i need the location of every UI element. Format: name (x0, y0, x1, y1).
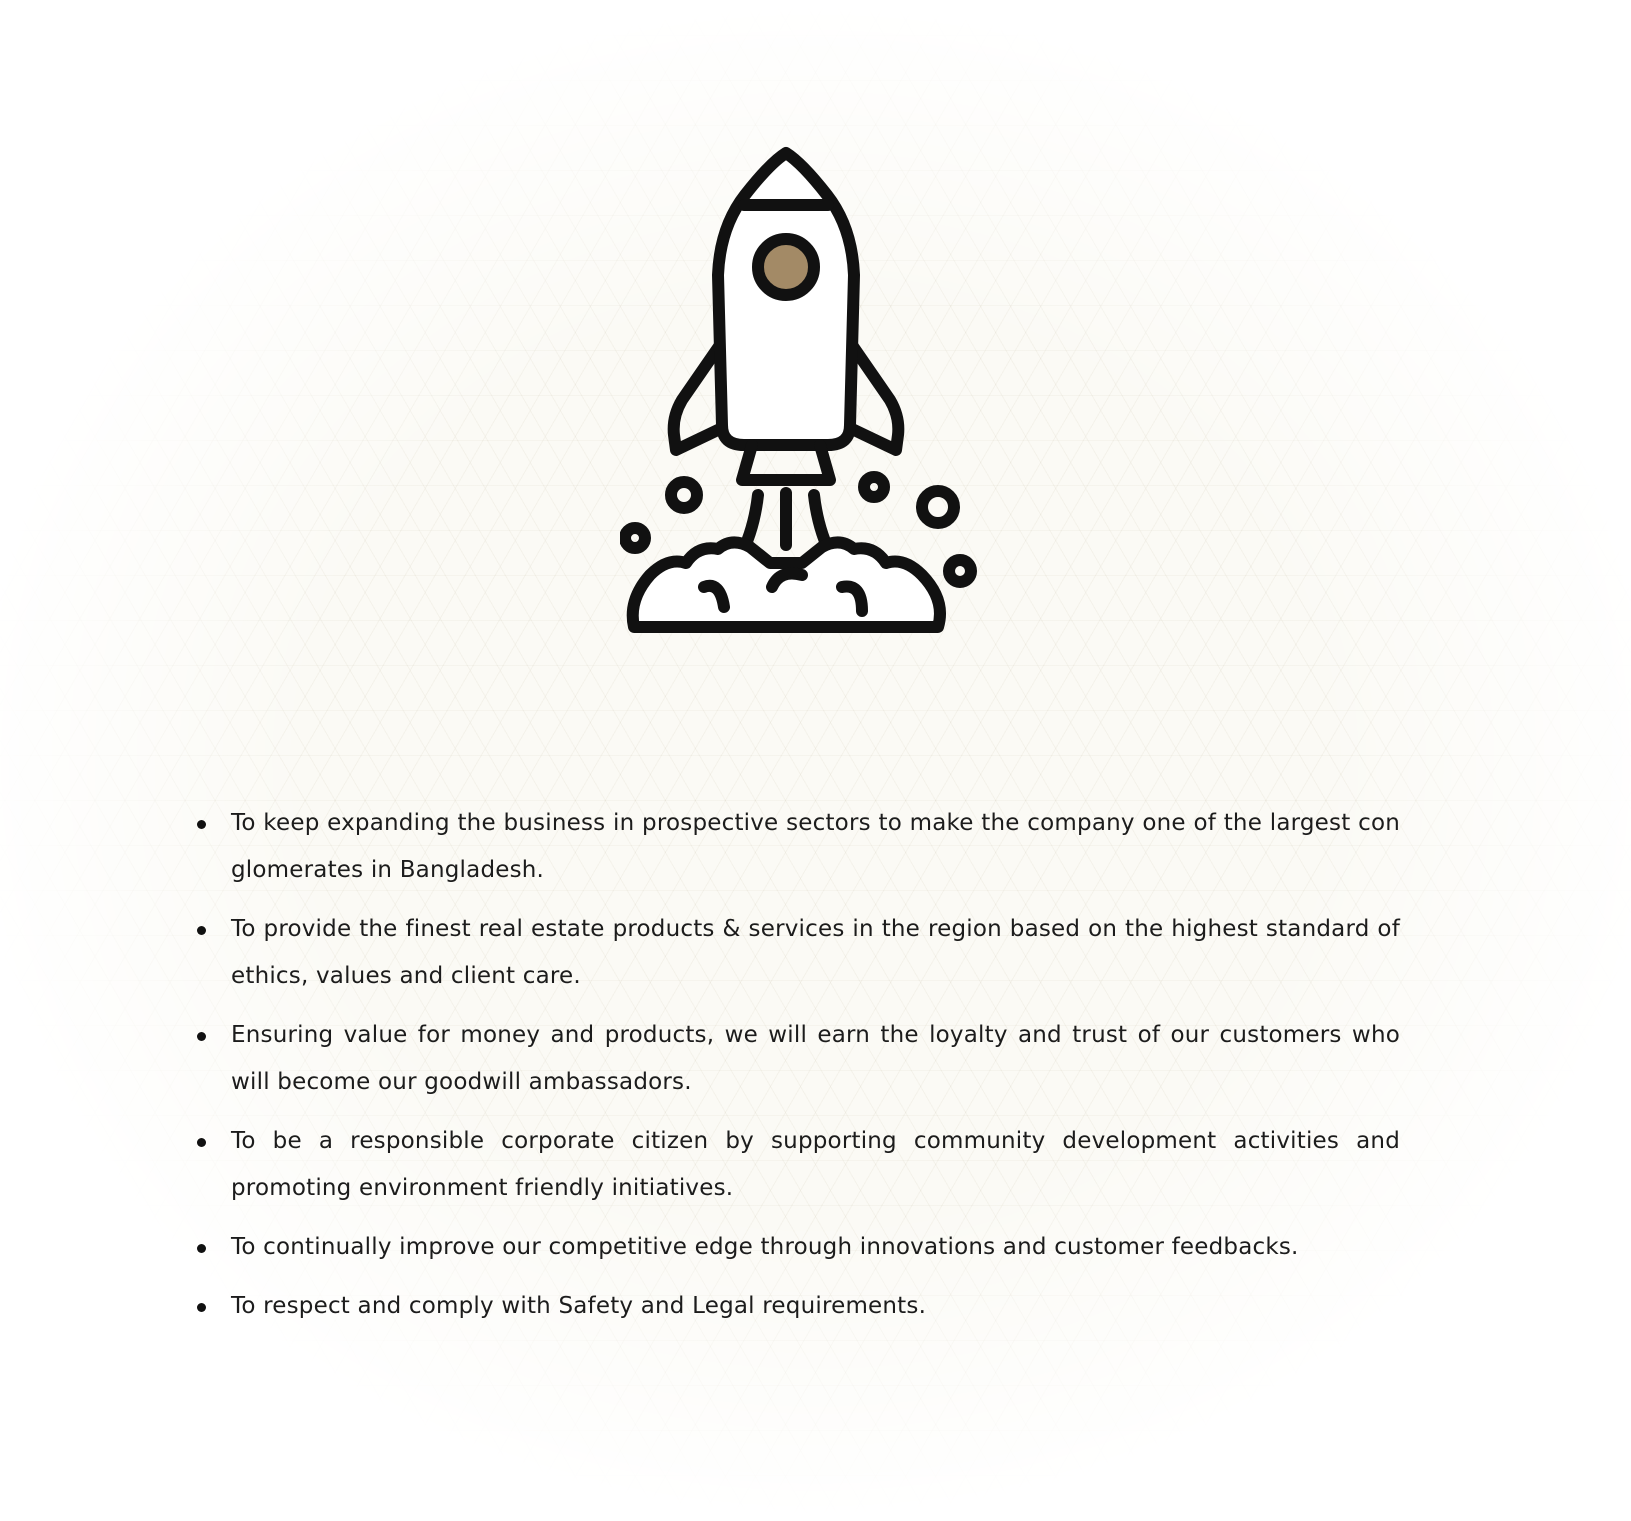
goal-text: To provide the finest real estate products & services in the region based on the highest standard of ethics, values and client care. (231, 916, 1400, 989)
smoke-cloud (633, 542, 940, 627)
goal-text: To keep expanding the business in prospective sectors to make the company one of the largest con glomerates in Bangladesh. (231, 810, 1400, 883)
goal-item (195, 906, 1400, 1000)
goal-text: To respect and comply with Safety and Legal requirements. (231, 1293, 927, 1319)
goal-text: Ensuring value for money and products, we will earn the loyalty and trust of our customers who will become our goodwill ambassadors. (231, 1022, 1400, 1095)
bullet-icon (197, 1303, 206, 1312)
goal-text: To be a responsible corporate citizen by supporting community development activities and promoting environment friendly initiatives. (231, 1128, 1400, 1201)
bullet-icon (197, 1138, 206, 1147)
goal-item (195, 800, 1400, 894)
bubble-5 (949, 560, 971, 582)
bubble-3 (864, 477, 884, 497)
bullet-icon (197, 820, 206, 829)
bubble-1 (671, 482, 697, 508)
goals-list (195, 800, 1400, 1342)
goal-text: To continually improve our competitive edge through innovations and customer feedbacks. (231, 1234, 1299, 1260)
rocket-porthole (758, 239, 814, 295)
goal-item (195, 1224, 1400, 1271)
bullet-icon (197, 926, 206, 935)
goal-item (195, 1012, 1400, 1106)
rocket-launch-icon (620, 145, 1010, 665)
bubble-2 (625, 528, 645, 548)
goal-item (195, 1118, 1400, 1212)
bullet-icon (197, 1032, 206, 1041)
bullet-icon (197, 1244, 206, 1253)
bubble-4 (922, 491, 954, 523)
goal-item (195, 1283, 1400, 1330)
